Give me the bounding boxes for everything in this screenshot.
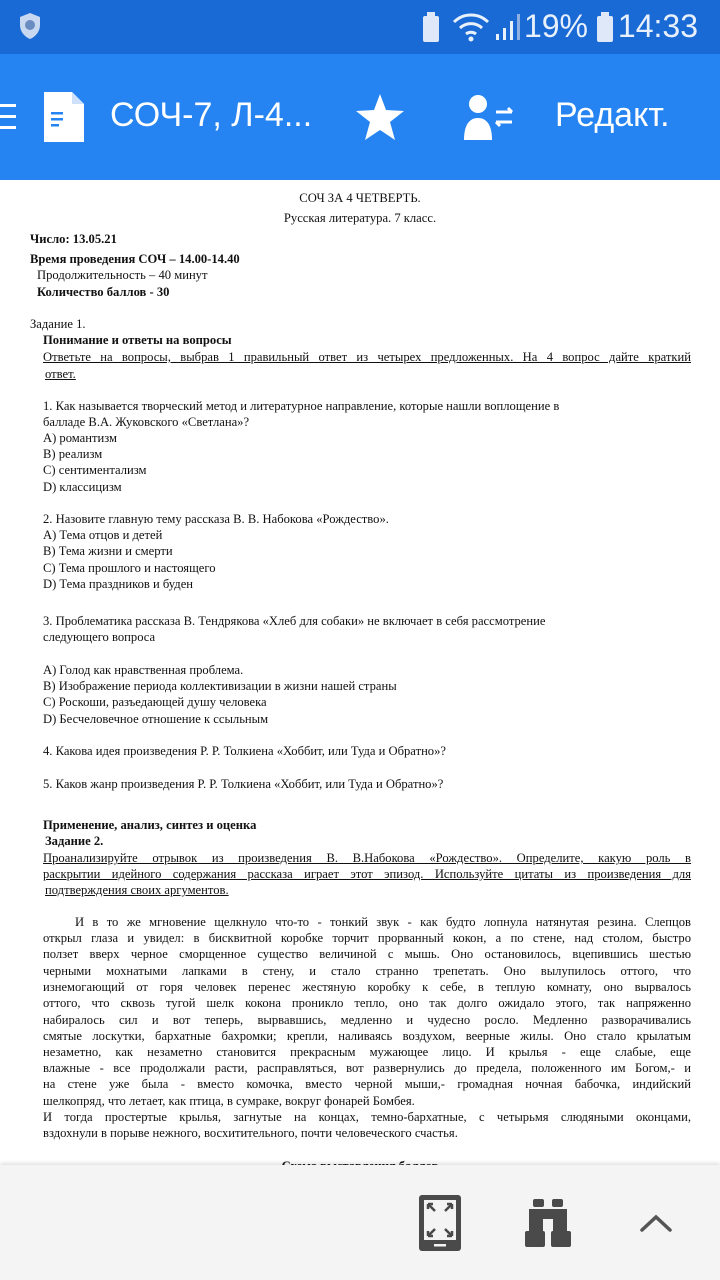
document-line: балладе В.А. Жуковского «Светлана»?: [43, 415, 250, 429]
share-user-icon[interactable]: [464, 94, 516, 140]
document-page: [0, 180, 720, 1165]
document-line: A) Голод как нравственная проблема.: [43, 663, 244, 677]
document-line: A) Тема отцов и детей: [43, 528, 163, 542]
document-line: Число: 13.05.21: [30, 232, 117, 246]
app-bar: [0, 54, 720, 180]
document-line: C) Роскоши, разъедающей душу человека: [43, 695, 267, 709]
battery-saver-icon: [422, 12, 440, 42]
document-line: смятые лоскутки, бархатные бахромки; крепли, наливаясь воздухом, веерные жилы. Оно стало крылатым: [43, 1029, 691, 1043]
document-line: 1. Как называется творческий метод и литературное направление, которые нашли воплощение в: [43, 399, 560, 413]
document-line: следующего вопроса: [43, 630, 156, 644]
status-bar: [0, 0, 720, 54]
scroll-up-button[interactable]: [626, 1193, 686, 1253]
document-line: Задание 1.: [30, 317, 86, 331]
document-line: ответ.: [45, 367, 76, 381]
binoculars-icon: [525, 1199, 571, 1247]
battery-icon: [596, 12, 614, 42]
document-line: 3. Проблематика рассказа В. Тендрякова «Хлеб для собаки» не включает в себя рассмотрение: [43, 614, 546, 628]
signal-icon: [494, 14, 522, 42]
chevron-up-icon: [639, 1213, 673, 1233]
document-heading: Русская литература. 7 класс.: [283, 211, 437, 225]
document-line: Применение, анализ, синтез и оценка: [43, 818, 257, 832]
document-line: оттого, что сквозь тугой шелк кокона проникло тепло, оно так долго ожидало этого, так напряженно: [43, 996, 691, 1010]
bottom-toolbar: [0, 1165, 720, 1280]
document-line: ползет вверх черное сморщенное существо величиной с мышь. Оно остановилось, вцепившись шестью: [43, 947, 691, 961]
antivirus-shield-icon: [18, 12, 42, 40]
document-title[interactable]: СОЧ-7, Л-4...: [110, 96, 313, 134]
document-line: D) классицизм: [43, 480, 122, 494]
clock: 14:33: [617, 8, 698, 44]
document-line: И тогда простертые крылья, загнутые на концах, темно-бархатные, с четырьмя слюдяными оконцами,: [43, 1110, 691, 1124]
document-line: подтверждения своих аргументов.: [45, 883, 229, 897]
search-button[interactable]: [518, 1193, 578, 1253]
document-icon: [44, 92, 84, 142]
document-line: B) Изображение периода коллективизации в жизни нашей страны: [43, 679, 397, 693]
document-line: открыл глаза и увидел: в бисквитной коробке торчит прорванный кокон, а по стене, над столом, быстро: [43, 931, 691, 945]
document-line: вздохнули в порыве нежного, восхитительного, почти человеческого счастья.: [43, 1126, 458, 1140]
document-line: влажные - все продолжали расти, расправляться, вот развернулись до предела, положенного им Богом,- и: [43, 1061, 691, 1075]
document-line: B) Тема жизни и смерти: [43, 544, 173, 558]
document-line: черными мохнатыми лапками в стену, и стало странно трепетать. Оно вылупилось оттого, что: [43, 964, 691, 978]
battery-percent: 19%: [523, 8, 588, 44]
document-line: C) сентиментализм: [43, 463, 147, 477]
document-line: раскрытии идейного содержания рассказа играет этот эпизод. Используйте цитаты из произведения для: [43, 867, 691, 881]
document-heading: СОЧ ЗА 4 ЧЕТВЕРТЬ.: [299, 191, 421, 205]
document-line: 4. Какова идея произведения Р. Р. Толкиена «Хоббит, или Туда и Обратно»?: [43, 744, 446, 758]
document-line: незаметно, как незаметно становится прекрасным мужающее лицо. И крылья - еще слабые, еще: [43, 1045, 691, 1059]
document-line: 5. Каков жанр произведения Р. Р. Толкиена «Хоббит, или Туда и Обратно»?: [43, 777, 444, 791]
document-line: Понимание и ответы на вопросы: [43, 333, 232, 347]
document-line: C) Тема прошлого и настоящего: [43, 561, 216, 575]
fit-screen-button[interactable]: [410, 1193, 470, 1253]
document-line: D) Тема праздников и буден: [43, 577, 194, 591]
document-line: A) романтизм: [43, 431, 118, 445]
document-line: Количество баллов - 30: [37, 285, 170, 299]
document-line: И в то же мгновение щелкнуло что-то - тонкий звук - как будто лопнула натянутая резина. Слепцов: [75, 915, 691, 929]
document-line: на стене уже была - вместо комочка, вместо черной мыши,- громадная ночная бабочка, индийский: [43, 1077, 691, 1091]
document-line: Время проведения СОЧ – 14.00-14.40: [30, 252, 240, 266]
document-line: набиралось сил и вот теперь, вырвавшись, медленно и чудесно росло. Медленно разворачивались: [43, 1013, 691, 1027]
document-line: изнемогающий от горя человек перенес жестяную коробку к себе, в теплую комнату, оно вырвалось: [43, 980, 691, 994]
wifi-icon: [452, 12, 490, 42]
document-line: Ответьте на вопросы, выбрав 1 правильный ответ из четырех предложенных. На 4 вопрос дайте краткий: [43, 350, 691, 364]
menu-icon[interactable]: [0, 104, 16, 130]
document-line: D) Бесчеловечное отношение к ссыльным: [43, 712, 269, 726]
document-line: Продолжительность – 40 минут: [37, 268, 208, 282]
document-line: 2. Назовите главную тему рассказа В. В. Набокова «Рождество».: [43, 512, 389, 526]
document-line: Задание 2.: [45, 834, 104, 848]
document-line: Проанализируйте отрывок из произведения В. В.Набокова «Рождество». Определите, какую роль в: [43, 851, 691, 865]
document-line: шелкопряд, что летает, как птица, в сумраке, вокруг фонарей Бомбея.: [43, 1094, 415, 1108]
edit-button[interactable]: Редакт.: [555, 96, 670, 134]
document-line: B) реализм: [43, 447, 103, 461]
star-icon[interactable]: [356, 94, 404, 140]
fit-screen-icon: [419, 1195, 461, 1251]
